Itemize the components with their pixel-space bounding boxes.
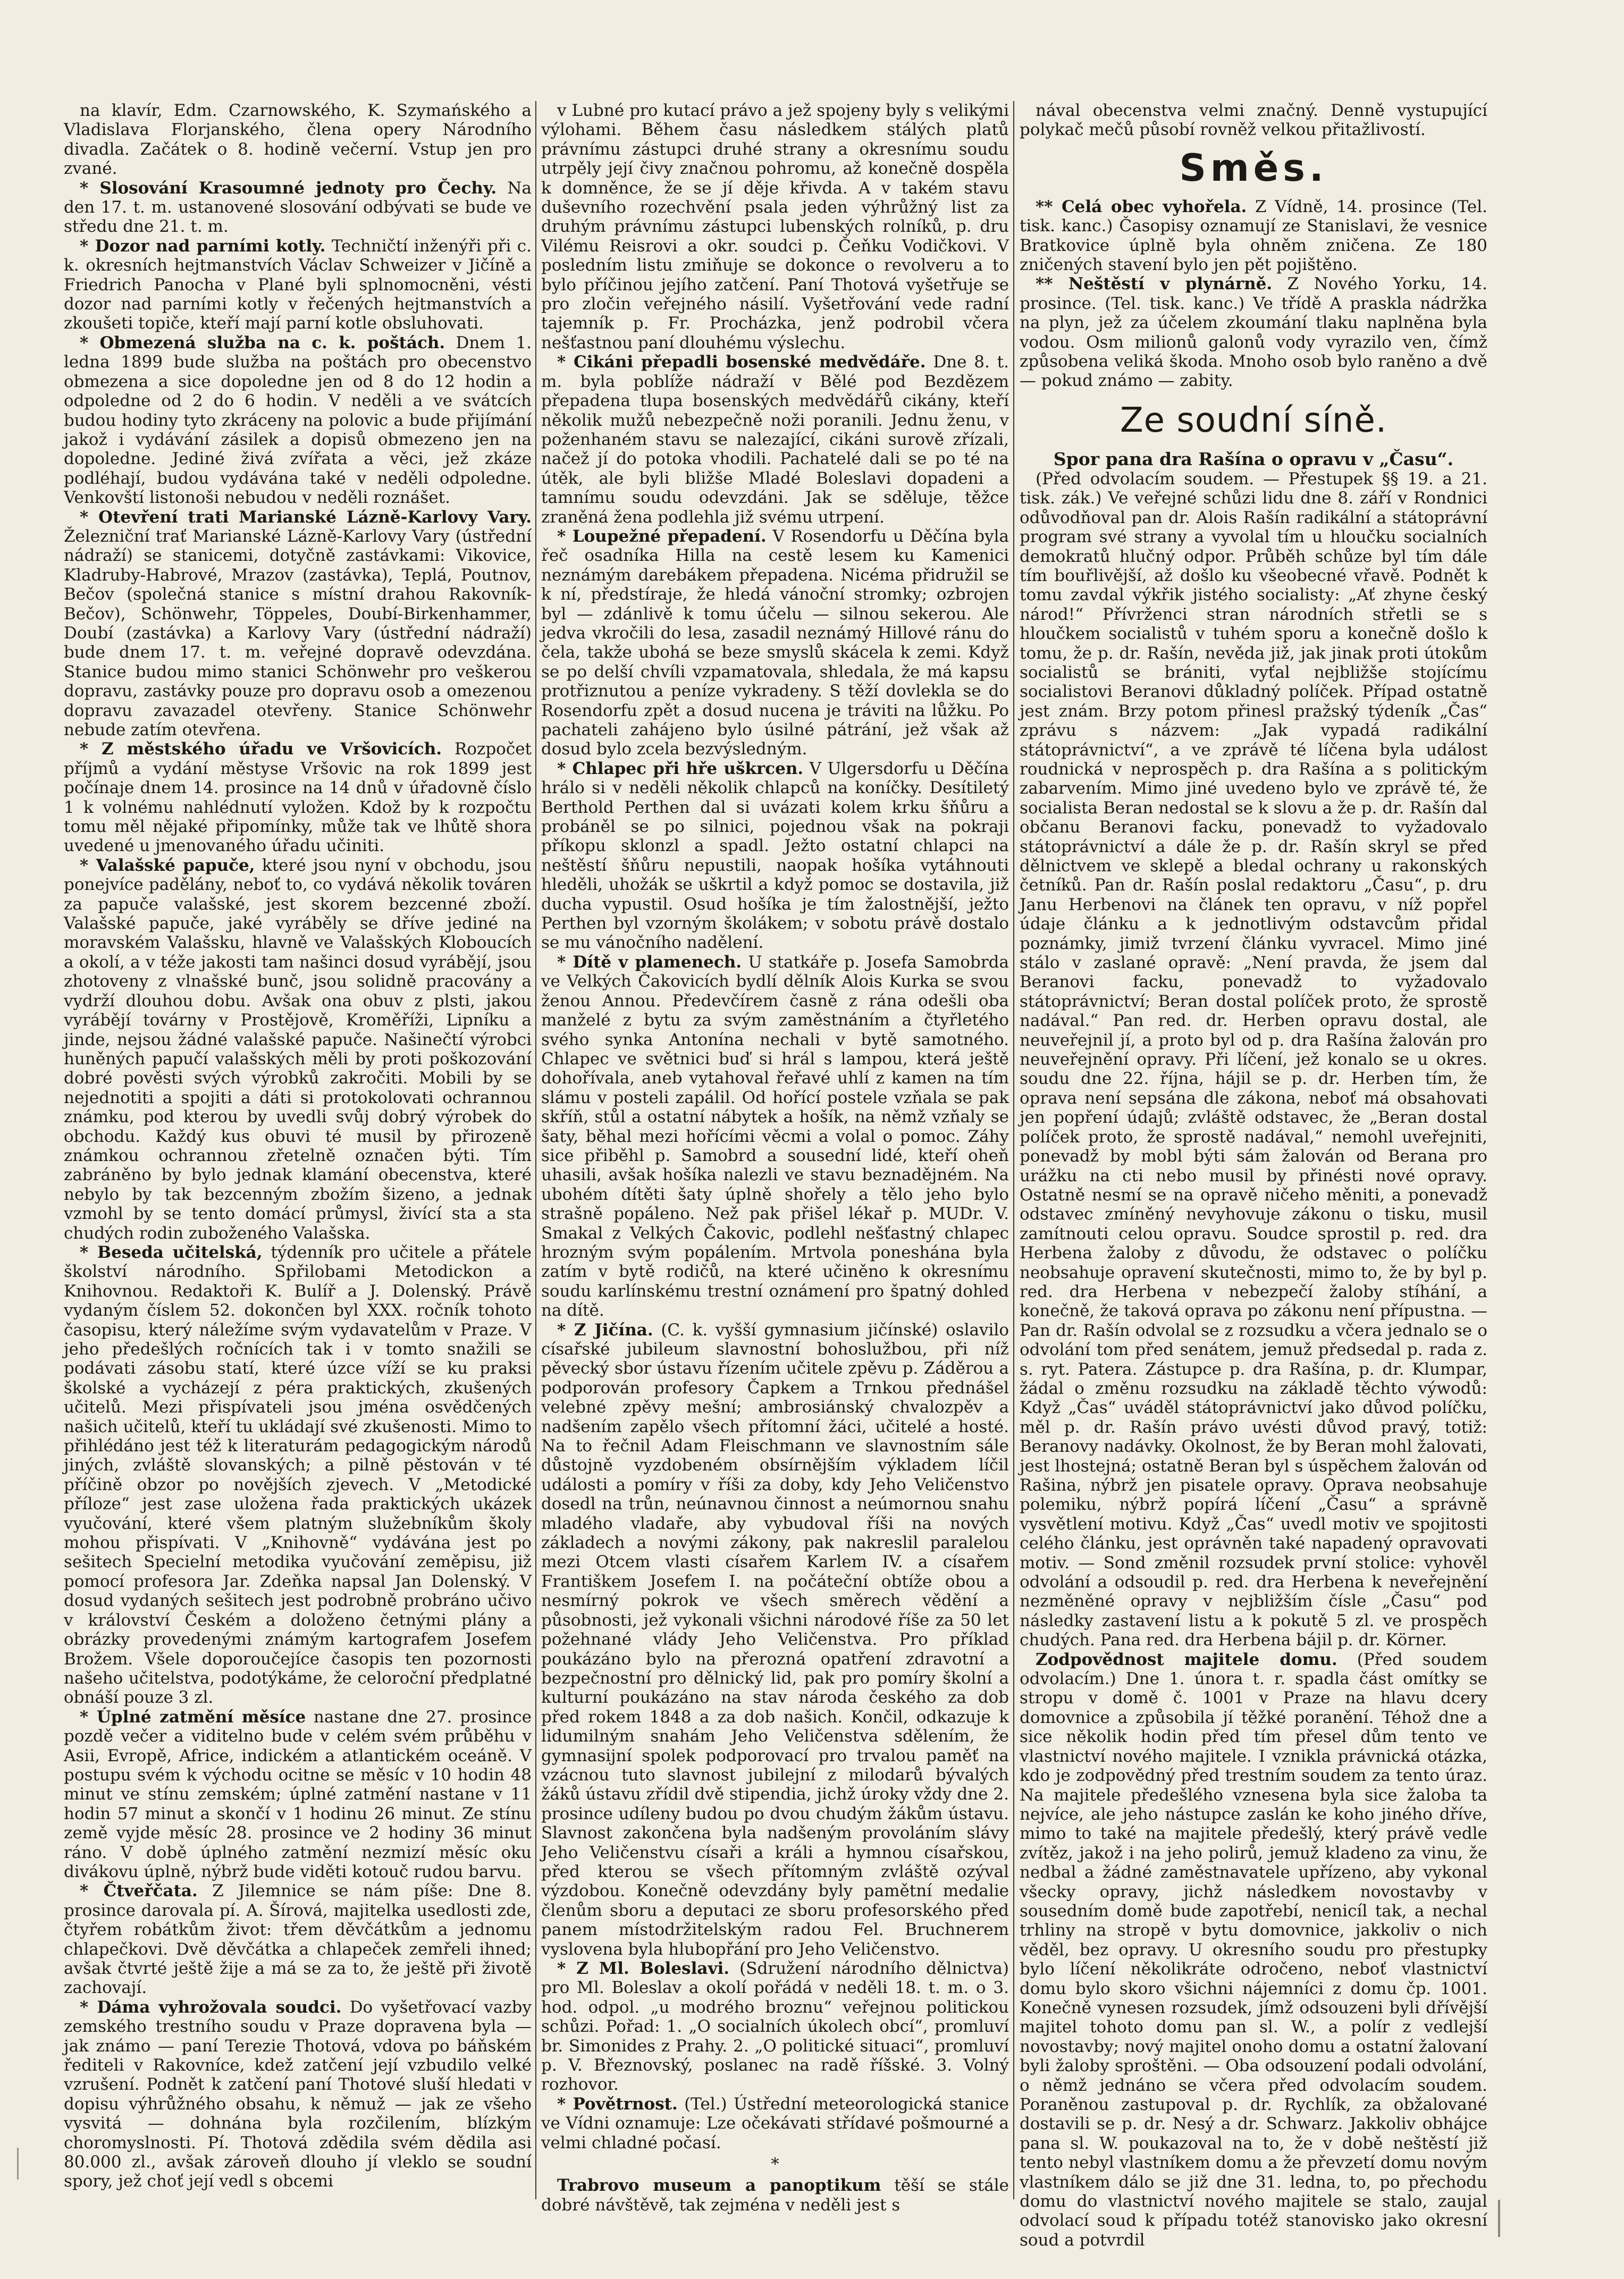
article-paragraph — [541, 759, 1009, 953]
article-title: Trabrovo museum a panoptikum — [557, 2176, 881, 2196]
article-body: Techničtí inženýři při c. k. okresních hejtmanstvích Václav Schweizer v Jičíně a Friedrich Panocha v Plané byli splnomocněni, vésti dozor nad parními kotly v řečených hejtmanstvích a zkoušeti topiče, kteří mají parní kotle obsluhovati. — [64, 236, 532, 333]
article-paragraph — [541, 1321, 1009, 1959]
separator: * — [771, 2155, 779, 2174]
article-title: * Čtveřčata. — [80, 1881, 198, 1901]
article-title: Zodpovědnost majitele domu. — [1036, 1650, 1337, 1669]
article-title: * Z městského úřadu ve Vršovicích. — [80, 739, 442, 759]
article-paragraph — [541, 2095, 1009, 2152]
article-body: (Před soudem odvolacím.) Dne 1. února t. r. spadla část omítky se stropu v domě č. 1001 v Praze na hlavu dcery domovnice a způsobila jí těžké poranění. Téhož dne a sice několik hodin před tím přesel dům tento ve vlastnictví nového majitele. I vznikla právnická otázka, kdo je zodpovědný před trestním soudem za tento úraz. Na majitele předešlého vznesena byla sice žaloba ta nejvíce, ale jeho nástupce zaslán ke koho jiného dříve, mimo to také na majitele předešlý, který právě vedle zvítěz, jakož i na jeho polirů, jemuž kladeno za vinu, že nedbal a žádné zaměstnavatele upřízeno, aby vykonal všecky opravy, jichž následkem novostavby v sousedním domě bude zapotřebí, nenicíl tak, a nechal trhliny na stropě v bytu domovnice, jakkoliv o nich věděl, bez opravy. U okresního soudu pro přestupky bylo líčení několikráte odročeno, neboť vlastnictví domu bylo skoro všichni nájemníci z domu čp. 1001. Konečně vynesen rozsudek, jímž odsouzeni byli dřívější majitel tohoto domu pan sl. W., a polír z vedlejší novostavby; nový majitel onoho domu a ostatní žalovaní byli žaloby sproštěni. — Oba odsouzení podali odvolání, o němž jednáno se včera před odvolacím soudem. Poraněnou zastupoval p. dr. Rychlík, za obžalované dostavili se p. dr. Nesý a dr. Schwarz. Jakkoliv obhájce pana sl. W. poukazoval na to, že v době neštěstí již tento nebyl vlastníkem domu a že převzetí domu novým vlastníkem dálo se již dne 31. ledna, to, po přechodu domu do vlastnictví nového majitele se stalo, zaujal odvolací soud k případu totéž stanovisko jako okresní soud a potvrdil — [1020, 1650, 1487, 2250]
article-body: Dne 8. t. m. byla poblíže nádraží v Bělé pod Bezdězem přepadena tlupa bosenských medvědářů cikány, kteří několik mužů nebezpečně noži poranili. Jednu ženu, v poženhaném stavu se nalezající, cikáni surově zřízali, načež jí do potoka vhodili. Pachatelé dali se po té na útěk, ale byli bližše Mladé Boleslavi dopadeni a tamnímu soudu odevzdáni. Jak se sděluje, těžce zraněná žena podlehla již svému utrpení. — [541, 352, 1009, 527]
column-rule — [1013, 101, 1014, 2199]
article-paragraph — [64, 508, 532, 740]
article-body: Do vyšetřovací vazby zemského trestního soudu v Praze dopravena byla — jak známo — paní Terezie Thotová, vdova po báňském řediteli v Rakovníce, kdež zatčení její vzbudilo velké vzrušení. Podnět k zatčení paní Thotové sluší hledati v dopisu výhrůžného obsahu, k němuž — jak ze všeho vysvitá — dohnána byla rozčilením, blízkým choromyslnosti. Pí. Thotová zdědila svém dědila asi 80.000 zl., avšak zároveň dlouho jí vleklo se soudní spory, jež choť její vedl s obcemi — [64, 1997, 532, 2191]
article-title: * Úplné zatmění měsíce — [80, 1707, 306, 1727]
article-body: na klavír, Edm. Czarnowského, K. Szymańského a Vladislava Florjanského, člena opery Národního divadla. Začátek o 8. hodině večerní. Vstup jen pro zvané. — [64, 101, 532, 179]
article-body: nastane dne 27. prosince pozdě večer a viditelno bude v celém svém průběhu v Asii, Evropě, Africe, indickém a atlantickém oceáně. V postupu svém k východu ocitne se měsíc v 10 hodin 48 minut ve stínu zemském; úplné zatmění nastane v 11 hodin 57 minut a skončí v 1 hodinu 26 minut. Ze stínu země vyjde měsíc 28. prosince ve 2 hodiny 36 minut ráno. V době úplného zatmění nezmizí měsíc oku divákovu úplně, nýbrž bude viděti kotouč rudou barvu. — [64, 1707, 532, 1881]
article-paragraph — [64, 1998, 532, 2191]
article-title: * Dítě v plamenech. — [557, 952, 742, 972]
article-body: (Tel.) Ústřední meteorologická stanice ve Vídni oznamuje: Lze očekávati střídavé pošmourné a velmi chladné počasí. — [541, 2094, 1009, 2152]
article-title: * Dáma vyhrožovala soudci. — [80, 1997, 342, 2017]
article-paragraph — [1020, 1650, 1487, 2250]
article-body: Z Jilemnice se nám píše: Dne 8. prosince darovala pí. A. Šírová, majitelka usedlosti zde, čtyřem robátkům život: třem děvčátkům a jednomu chlapečkovi. Dvě děvčátka a chlapeček zemřeli ihned; avšak čtvrté ještě žije a má se za to, že ještě při životě zachovají. — [64, 1881, 532, 1998]
article-body: Z Nového Yorku, 14. prosince. (Tel. tisk. kanc.) Ve třídě A praskla nádržka na plyn, jež za účelem zkoumání tlaku naplněna byla vodou. Osm milionů galonů vody vyrazilo ven, čímž způsobena veliká škoda. Mnoho osob bylo raněno a dvě — pokud známo — zabity. — [1020, 274, 1487, 391]
section-heading: Směs. — [1179, 146, 1328, 190]
article-title: ** Celá obec vyhořela. — [1036, 197, 1247, 216]
article-paragraph — [64, 333, 532, 508]
article-paragraph — [1020, 101, 1487, 140]
article-paragraph — [1020, 274, 1487, 390]
article-body: týdenník pro učitele a přátele školství národního. Spřilobami Metodickon a Knihovnou. Redaktoři K. Bulíř a J. Dolenský. Právě vydaným číslem 52. dokončen byl XXX. ročník tohoto časopisu, který náležíme svým vydavatelům v Praze. V jeho předešlých ročnících tak i v tomto snažili se podávati zásobu statí, které úzce víží se ku praksi školské a vycházejí z péra praktických, zkušených učitelů. Mezi přispívateli jsou jména osvědčených našich učitelů, kteří tu ukládají své zkušenosti. Mimo to přihlédáno jest též k literaturám pedagogickým národů jiných, zvláště slovanských; a pilně pěstován v té příčině obzor po novějších zjevech. V „Metodické příloze“ jest zase uložena řada praktických ukázek vyučování, které všem platným služebníkům školy mohou přispívati. V „Knihovně“ vydávána jest po sešitech Specielní metodika vyučování zeměpisu, již pomocí profesora Jar. Zdeňka napsal Jan Dolenský. V dosud vydaných sešitech jest podrobně probráno učivo v království Českém a doloženo četnými plány a obrázky provedenými známým kartografem Josefem Brožem. Všele doporoučejíce časopis ten pozornosti našeho učitelstva, podotýkáme, že celoroční předplatné obnáší pouze 3 zl. — [64, 1242, 532, 1708]
article-body: V Ulgersdorfu u Děčína hrálo si v neděli několik chlapců na koníčky. Desítiletý Berthold Perthen dal si uvázati kolem krku šňůru a probáněl se po silnici, pojednou však na pokraji příkopu sklonzl a spadl. Ježto ostatní chlapci na neštěstí šňůru nepustili, naopak hošíka vytáhnouti hleděli, uhožák se uškrtil a když pomoc se dostavila, již ducha vypustil. Osud hošíka je tím žalostnější, ježto Perthen byl vzorným školákem; v sobotu právě dostalo se mu vánočního nadělení. — [541, 759, 1009, 953]
article-body: které jsou nyní v obchodu, jsou ponejvíce padělány, neboť to, co vydává několik továren za papuče valašské, jest skorem bezcenné zboží. Valašské papuče, jaké vyráběly se dříve jediné na moravském Valašsku, hlavně ve Valašských Kloboucích a okolí, a v téže jakosti tam našinci dosud vyrábějí, jsou zhotoveny z vlnašské bunč, jsou solidně pracovány a vydrží dlouhou dobu. Avšak ona obuv z plsti, jakou vyrábějí továrny v Prostějově, Kroměříži, Lipníku a jinde, nejsou žádné valašské papuče. Našinečtí výrobci huněných papučí valašských měli by proti poškozování dobré pověsti svých výrobků zakročiti. Mobili by se nejednotiti a spojiti a dáti si protokolovati ochrannou známku, pod kterou by uvedli svůj dobrý výrobek do obchodu. Každý kus obuvi té musil by přirozeně známkou ochrannou zřetelně označen býti. Tím zabráněno by bylo jednak klamání obecenstva, které nebylo by tak bezcenným zbožím šizeno, a jednak vzmohl by se tento domácí průmysl, živící sta a sta chudých rodin zuboženého Valašska. — [64, 855, 532, 1243]
article-body: Dnem 1. ledna 1899 bude služba na poštách pro obecenstvo obmezena a sice dopoledne jen od 8 do 12 hodin a odpoledne od 2 do 6 hodin. V neděli a ve svátcích budou hodiny tyto zkráceny na polovic a bude přijímání jakož i vydávání zásilek a dopisů obmezeno jen na dopoledne. Jediné živá zvířata a věci, jež zkáze podléhají, budou vydávána také v neděli odpoledne. Venkovští listonoši nebudou v neděli roznášet. — [64, 333, 532, 508]
article-paragraph — [541, 527, 1009, 759]
article-paragraph — [64, 1708, 532, 1882]
article-body: V Rosendorfu u Děčína byla řeč osadníka Hilla na cestě lesem ku Kamenici neznámým darebákem přepadena. Nicéma přidružil se k ní, předstíraje, že hledá vánoční stromky; ozbrojen byl — zdánlivě k tomu účelu — silnou sekerou. Ale jedva vkročili do lesa, zasadil neznámý Hillové ránu do čela, takže ubohá se beze smyslů skácela k zemi. Když se po delší chvíli vzpamatovala, shledala, že má kapsu protřiznutou a peníze vykradeny. S těží dovlekla se do Rosendorfu zpět a dosud nucena je tráviti na lůžku. Po pachateli zahájeno bylo úsilné pátrání, jež však až dosud bylo zcela bezvýsledným. — [541, 526, 1009, 759]
article-body: (C. k. vyšší gymnasium jičínské) oslavilo císařské jubileum slavnostní bohoslužbou, při níž pěvecký sbor ústavu řízením učitele zpěvu p. Záděrou a podporován profesory Čapkem a Trnkou přednášel velebné zpěvy mešní; ambrosiánský chvalozpěv a nadšením zapělo všech přítomní žáci, učitelé a hosté. Na to řečnil Adam Fleischmann ve slavnostním sále důstojně vyzdobeném obsírnějším výkladem líčil události a pomíry v říši za doby, kdy Jeho Veličenstvo dosedl na trůn, neúnavnou činnost a neúmornou snahu mladého vladaře, aby vybudoval říši na nových základech a novými zákony, pak nakreslil paralelou mezi Otcem vlasti císařem Karlem IV. a císařem Františkem Josefem I. na počáteční obtíže obou a nesmírný pokrok ve všech směrech vědění a působnosti, jež vykonali všichni národové říše za 50 let požehnané vlády Jeho Veličenstva. Pro příklad poukázáno bylo na přerozná opatření zdravotní a bezpečnostní pro dělnický lid, pak pro pomíry školní a kulturní poukázáno na stav národa českého za dob před rokem 1848 a za dob našich. Končil, odkazuje k lidumilným snahám Jeho Veličenstva sdělením, že gymnasijní spolek podporovací pro trvalou paměť na vzácnou tuto slavnost jubilejní z milodarů bývalých žáků ústavu zřídil dvě stipendia, jichž úroky vždy dne 2. prosince udíleny budou po dvou chudým žákům ústavu. Slavnost zakončena byla nadšeným provoláním slávy Jeho Veličenstvu císaři a králi a hymnou císařskou, před kterou se všech přítomným zvláště ozýval výzdobou. Konečně odevzdány byly pamětní medalie členům sboru a deputaci ze sboru profesorského před panem místodržitelským radou Fel. Bruchnerem vyslovena byla hlubopřání pro Jeho Veličenstvo. — [541, 1320, 1009, 1959]
text-column-1 — [64, 101, 532, 2199]
article-body: nával obecenstva velmi značný. Denně vystupující polykač mečů působí rovněž velkou přitažlivostí. — [1020, 101, 1487, 140]
article-paragraph — [64, 739, 532, 855]
article-paragraph — [64, 179, 532, 237]
article-title: * Otevření trati Marianské Lázně-Karlovy Vary. — [80, 507, 532, 527]
article-body: (Před odvolacím soudem. — Přestupek §§ 19. a 21. tisk. zák.) Ve veřejné schůzi lidu dne 8. září v Rondnici odůvodňoval pan dr. Alois Rašín radikální a státoprávní program své strany a vyvolal tím u hloučku socialních demokratů hlučný odpor. Průběh schůze byl tím dále tím bouřlivější, až došlo ku všeobecné vřavě. Podnět k tomu zavdal výkřik jistého socialisty: „Ať zhyne český národ!“ Přívrženci stran národních střetli se s hloučkem socialistů v tuhém sporu a konečně došlo k tomu, že p. dr. Rašín, nevěda již, jak jinak proti útokům socialistů se brániti, vyťal nejbližše stojícímu socialistovi Beranovi důkladný políček. Případ ostatně jest znám. Brzy potom přinesl pražský týdeník „Čas“ zprávu s názvem: „Jak vypadá radikální státoprávnictví“, a ve zprávě té líčena byla událost roudnická v neprospěch p. dra Rašína a s politickým zabarvením. Mimo jiné uvedeno bylo ve zprávě té, že socialista Beran nedostal se k slovu a že p. dr. Rašín dal občanu Beranovi facku, ponevadž to vyžadovalo státoprávnictví a dále že p. dr. Rašín skryl se před dělnictvem ve sklepě a bledal ochrany u rakonských četníků. Pan dr. Rašín poslal redaktoru „Času“, p. dru Janu Herbenovi na článek ten opravu, v níž popřel údaje článku a k jednotlivým odstavcům přidal poznámky, jimiž tvrzení článku vyvracel. Mimo jiné stálo v zaslané opravě: „Není pravda, že jsem dal Beranovi facku, ponevadž to vyžadovalo státoprávnictví; Beran dostal políček proto, že sprostě nadával.“ Pan red. dr. Herben opravu dostal, ale neuveřejnil jí, a proto byl od p. dra Rašína žalován pro neuveřejnění opravy. Při líčení, jež konalo se u okres. soudu dne 22. října, hájil se p. dr. Herben tím, že oprava není sepsána dle zákona, neboť má obsahovati jen popření údajů; zvláště odstavec, že „Beran dostal políček proto, že sprostě nadával,“ nemohl uveřejniti, ponevadž by mobl býti sám žalován od Berana pro urážku na cti nebo musil by přinésti nové opravy. Ostatně nesmí se na opravě ničeho měniti, a ponevadž odstavec zmíněný nevyhovuje zákonu o tisku, musil zamítnouti celou opravu. Soudce sprostil p. red. dra Herbena žaloby z důvodu, že odstavec o políčku neobsahuje opravení skutečnosti, mimo to, že by byl p. red. dra Herbena v nebezpečí žaloby stíhání, a konečně, že taková oprava po zákonu není přípustna. — Pan dr. Rašín odvolal se z rozsudku a včera jednalo se o odvolání tom před senátem, jemuž předsedal p. rada z. s. ryt. Patera. Zástupce p. dra Rašína, p. dr. Klumpar, žádal o změnu rozsudku na základě těchto výwodů: Když „Čas“ uváděl státoprávnictví jako důvod políčku, měl p. dr. Rašín právo uvésti důvod pravý, totiž: Beranovy nadávky. Okolnost, že by Beran mohl žalovati, jest lhostejná; ostatně Beran byl s úspěchem žalován od Rašina, nýbrž jen pisatele opravy. Oprava neobsahuje polemiku, nýbrž popírá líčení „Času“ a správně vysvětlení motivu. Když „Čas“ uvedl motiv ve spojitosti celého článku, jest oprávněn také napadený opravovati motiv. — Sond změnil rozsudek první stolice: vyhověl odvolání a odsoudil p. red. dra Herbena k neveřejnění nezměněné opravy v nejbližším čísle „Času“ pod následky zastavení listu a k pokutě 5 zl. ve prospěch chudých. Pana red. dra Herbena bájil p. dr. Körner. — [1020, 469, 1487, 1650]
article-title: ** Neštěstí v plynárně. — [1036, 274, 1273, 294]
article-paragraph — [64, 1881, 532, 1997]
article-title: * Povětrnost. — [557, 2094, 678, 2114]
article-title: * Z Jičína. — [557, 1320, 653, 1340]
article-body: Rozpočet příjmů a vydání městyse Vršovic na rok 1899 jest počínaje dnem 14. prosince na 14 dnů v úřadovně číslo 1 k volnému nahlédnutí vyložen. Kdož by k rozpočtu tomu měl nějaké připomínky, může tak ve lhůtě shora uvedené u jmenovaného úřadu učiniti. — [64, 739, 532, 856]
article-title: * Valašské papuče, — [80, 855, 255, 875]
article-paragraph — [1020, 469, 1487, 1650]
article-paragraph — [64, 101, 532, 179]
article-body: Z Vídně, 14. prosince (Tel. tisk. kanc.) Časopisy oznamují ze Stanislavi, že vesnice Bratkovice úplně byla ohněm zničena. Ze 180 zničených stavení bylo jen pět pojištěno. — [1020, 197, 1488, 275]
margin-mark — [17, 2148, 19, 2180]
article-paragraph — [64, 1243, 532, 1708]
article-paragraph — [64, 856, 532, 1243]
section-heading: Ze soudní síně. — [1120, 400, 1387, 440]
article-title: * Slosování Krasoumné jednoty pro Čechy. — [80, 178, 497, 198]
margin-mark — [1498, 2200, 1500, 2237]
article-paragraph — [541, 2176, 1009, 2215]
article-subheading: Spor pana dra Rašína o opravu v „Času“. — [1053, 448, 1454, 469]
article-paragraph — [1020, 197, 1487, 275]
article-title: * Cikáni přepadli bosenské medvědáře. — [557, 352, 926, 372]
article-paragraph — [541, 352, 1009, 527]
article-title: * Loupežné přepadení. — [557, 526, 767, 546]
article-paragraph — [541, 1959, 1009, 2095]
column-rule — [535, 101, 536, 2199]
article-title: * Z Ml. Boleslavi. — [557, 1959, 730, 1978]
article-title: * Dozor nad parními kotly. — [80, 236, 326, 256]
article-paragraph — [64, 237, 532, 333]
article-title: * Obmezená služba na c. k. poštách. — [80, 333, 445, 352]
article-body: těší se stále dobré návštěvě, tak zejména v neděli jest s — [541, 2176, 1009, 2215]
article-body: (Sdružení národního dělnictva) pro Ml. Boleslav a okolí pořádá v neděli 18. t. m. o 3. hod. odpol. „u modrého broznu“ veřejnou politickou schůzi. Pořad: 1. „O socialních úkolech obcí“, promluví br. Simonides z Prahy. 2. „O politické situaci“, promluví p. V. Březnovský, poslanec na radě říšské. 3. Volný rozhovor. — [541, 1959, 1009, 2095]
article-body: Železniční trať Marianské Lázně-Karlovy Vary (ústřední nádraží) se stanicemi, dotyčně zastávkami: Vikovice, Kladruby-Habrové, Mrazov (zastávka), Teplá, Poutnov, Bečov (společná stanice s místní drahou Rakovník-Bečov), Schönwehr, Töppeles, Doubí-Birkenhammer, Doubí (zastávka) a Karlovy Vary (ústřední nádraží) bude dnem 17. t. m. veřejné dopravě odevzdána. Stanice budou mimo stanici Schönwehr pro veškerou dopravu, zastávky pouze pro dopravu osob a omezenou dopravu zavazadel otevřeny. Stanice Schönwehr nebude zatím otevřena. — [64, 526, 532, 739]
text-column-3 — [1020, 101, 1488, 2250]
article-title: * Chlapec při hře uškrcen. — [557, 759, 804, 778]
article-paragraph — [541, 101, 1009, 352]
article-body: Na den 17. t. m. ustanovené slosování odbývati se bude ve středu dne 21. t. m. — [64, 178, 532, 237]
text-column-2 — [541, 101, 1009, 2215]
article-paragraph — [541, 953, 1009, 1321]
article-body: v Lubné pro kutací právo a jež spojeny byly s velikými výlohami. Během času následkem stálých platů právnímu zástupci druhé strany a okresnímu soudu utrpěly její čivy značnou pohromu, až konečně dospěla k domněnce, že se jí děje křivda. A v takém stavu duševního rozechvění psala jeden výhrůžný list za druhým právnímu zástupci lubenských rolníků, p. dru Vilému Reisrovi a okr. soudci p. Čeňku Vodičkovi. V posledním listu zmiňuje se dokonce o revolveru a to bylo příčinou jejího zatčení. Paní Thotová vyšetřuje se pro zločin veřejného násilí. Vyšetřování vede radní tajemník p. Fr. Procházka, jenž podrobil včera nešťastnou paní dlouhému výslechu. — [541, 101, 1009, 352]
article-title: * Beseda učitelská, — [80, 1242, 263, 1262]
article-body: U statkáře p. Josefa Samobrda ve Velkých Čakovicích bydlí dělník Alois Kurka se svou ženou Annou. Předevčírem časně z rána odešli oba manželé z bytu za svým zaměstnáním a čtyřletého svého synka Antonína nechali v bytě samotného. Chlapec ve světnici buď si hrál s lampou, která ještě dohořívala, aneb vytahoval řeřavé uhlí z kamen na tím slámu v posteli zapálil. Od hořící postele vzňala se pak skříň, stůl a ostatní nábytek a hošík, na němž vzňaly se šaty, běhal mezi hořícími věcmi a volal o pomoc. Záhy sice přiběhl p. Samobrd a sousední lidé, kteří oheň uhasili, avšak hošíka nalezli ve stavu beznadějném. Na ubohém dítěti šaty úplně shořely a tělo jeho bylo strašně popáleno. Než pak přišel lékař p. MUDr. V. Smakal z Velkých Čakovic, podlehl nešťastný chlapec hrozným svým popálením. Mrtvola poneshána byla zatím v bytě rodičů, na které učiněno k okresnímu soudu karlínskému trestní oznámení pro špatný dohled na dítě. — [541, 952, 1009, 1321]
